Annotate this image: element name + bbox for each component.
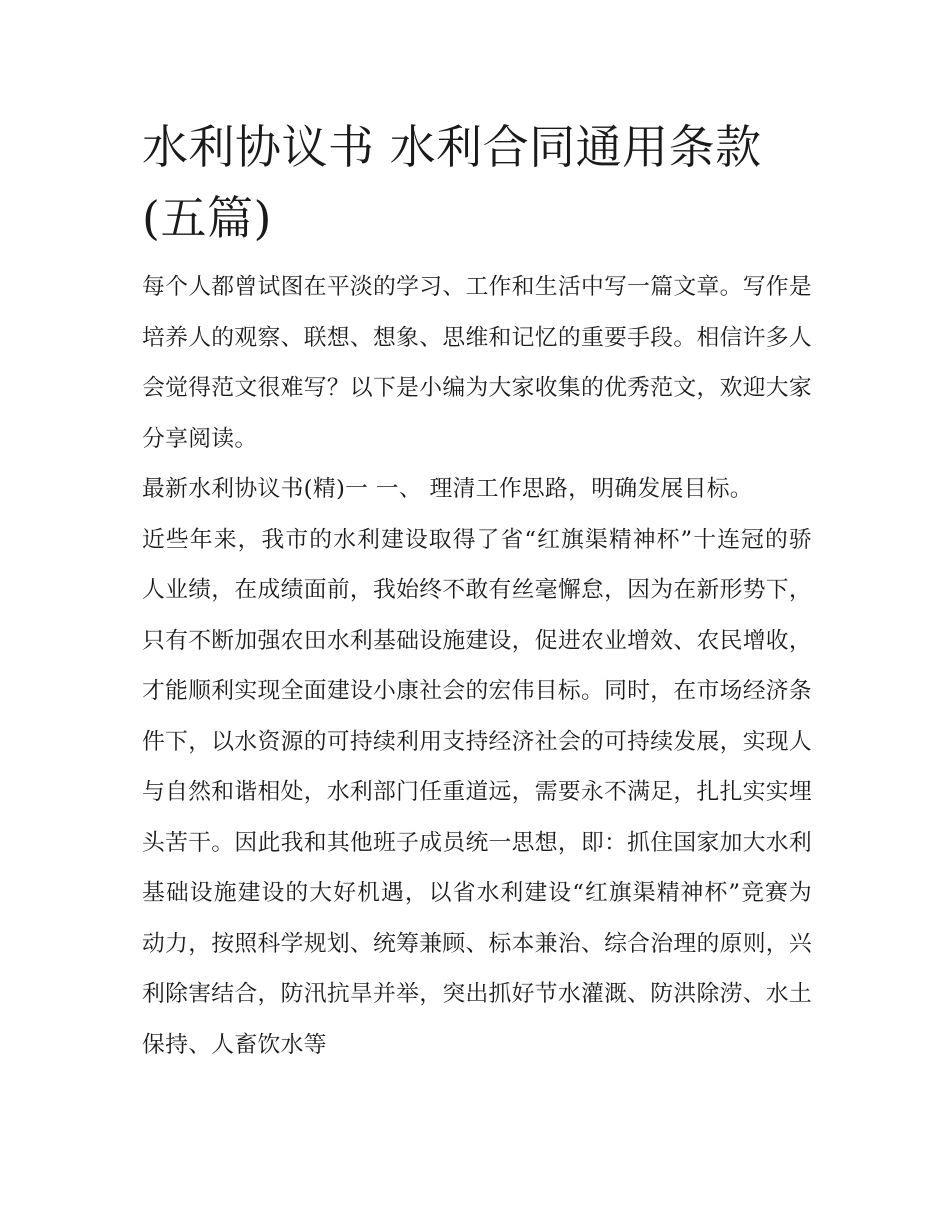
section-heading: 最新水利协议书(精)一 一、 理清工作思路，明确发展目标。 bbox=[142, 476, 753, 502]
document-body bbox=[142, 262, 812, 1070]
document-page bbox=[142, 112, 812, 1070]
intro-paragraph: 每个人都曾试图在平淡的学习、工作和生活中写一篇文章。写作是培养人的观察、联想、想象、思维和记忆的重要手段。相信许多人会觉得范文很难写？以下是小编为大家收集的优秀范文，欢迎大家分享阅读。 bbox=[142, 274, 812, 452]
section-paragraph: 近些年来，我市的水利建设取得了省“红旗渠精神杯”十连冠的骄人业绩，在成绩面前，我始终不敢有丝毫懈怠，因为在新形势下，只有不断加强农田水利基础设施建设，促进农业增效、农民增收，才能顺利实现全面建设小康社会的宏伟目标。同时，在市场经济条件下，以水资源的可持续利用支持经济社会的可持续发展，实现人与自然和谐相处，水利部门任重道远，需要永不满足，扎扎实实埋头苦干。因此我和其他班子成员统一思想，即：抓住国家加大水利基础设施建设的大好机遇，以省水利建设“红旗渠精神杯”竞赛为动力，按照科学规划、统筹兼顾、标本兼治、综合治理的原则，兴利除害结合，防汛抗旱并举，突出抓好节水灌溉、防洪除涝、水土保持、人畜饮水等 bbox=[142, 526, 812, 1058]
document-title: 水利协议书 水利合同通用条款(五篇) bbox=[142, 120, 762, 245]
